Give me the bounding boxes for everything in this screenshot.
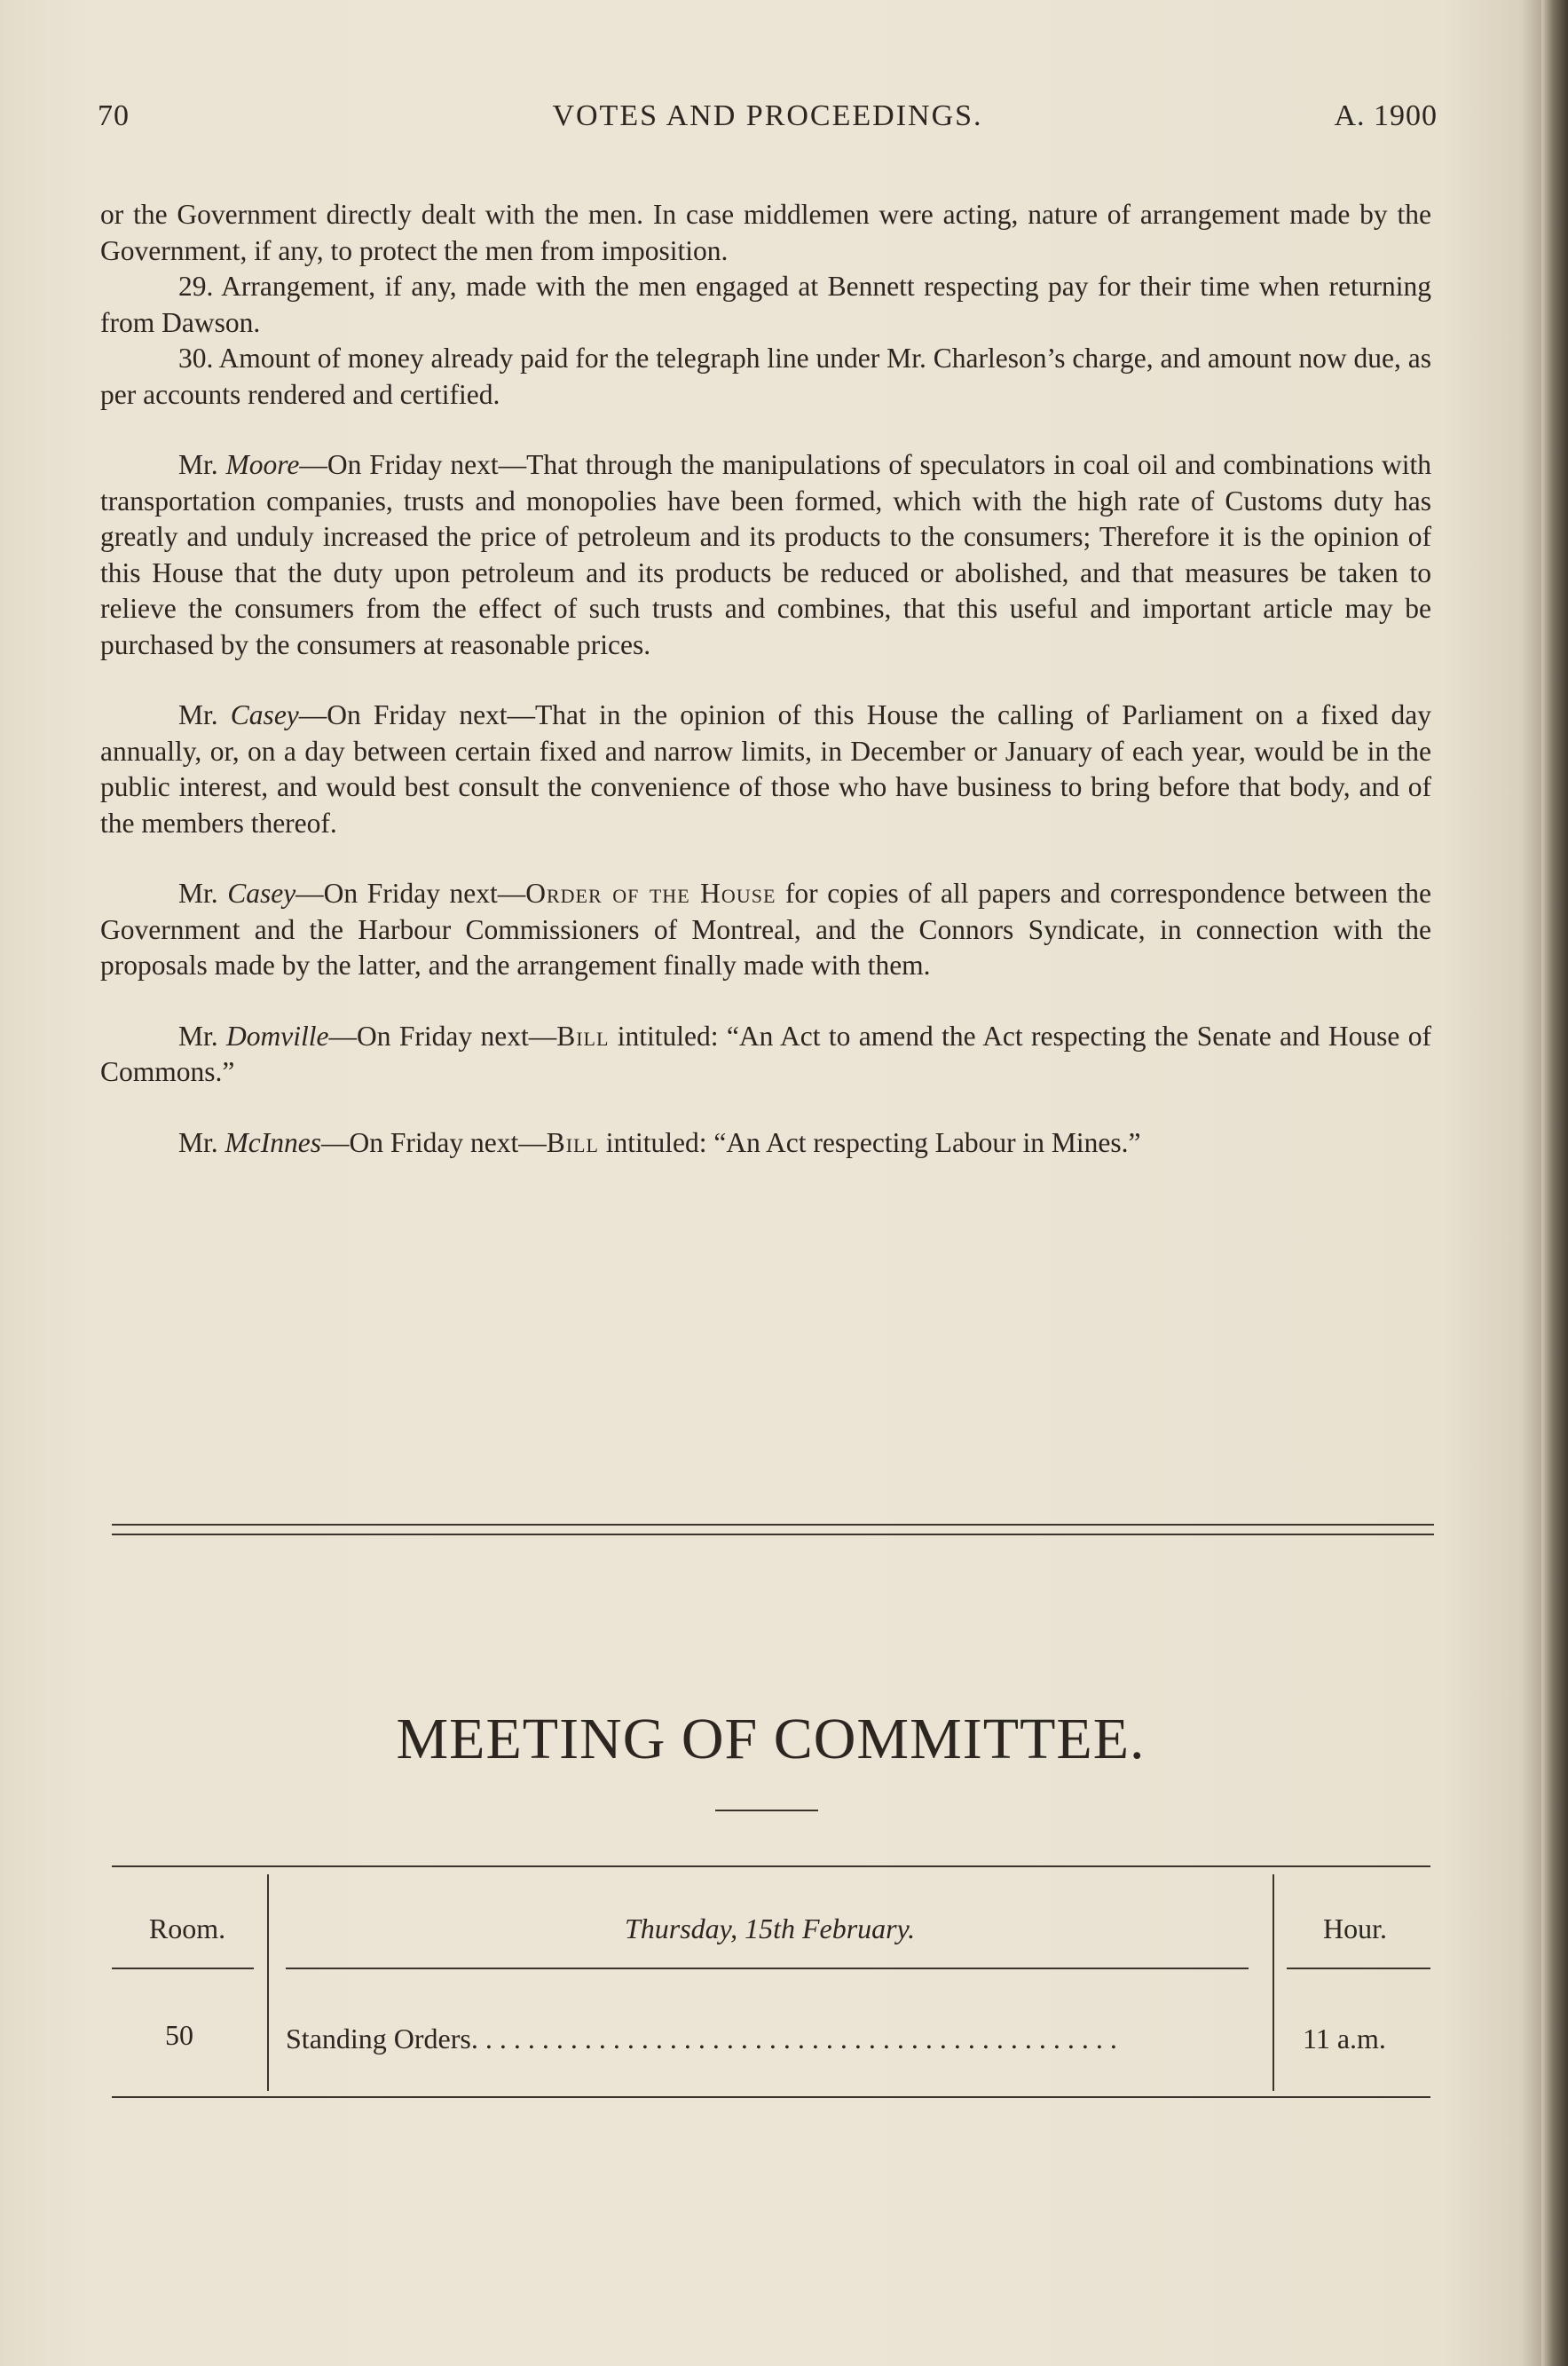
motion-casey-parliament: [100, 698, 1431, 841]
page-number: 70: [98, 99, 130, 132]
row-hour: 11 a.m.: [1303, 2023, 1386, 2054]
committee-name: Standing Orders: [286, 2023, 471, 2054]
running-title: VOTES AND PROCEEDINGS.: [552, 99, 983, 132]
bill-label: Bill: [546, 1126, 599, 1158]
member-prefix: Mr.: [178, 699, 231, 730]
question-29: 29. Arrangement, if any, made with the men engaged at Bennett respecting pay for their time when returning from Dawson.: [100, 271, 1431, 338]
motion-text: —On Friday next—That through the manipulations of speculators in coal oil and combinations with transportation companies, trusts and monopolies have been formed, which with the high rate of Customs duty has greatly and unduly increased the price of petroleum and its products to the consumers; Therefore it is the opinion of this House that the duty upon petroleum and its products be reduced or abolished, and that measures be taken to relieve the consumers from the effect of such trusts and combines, that this useful and important article may be purchased by the consumers at reasonable prices.: [100, 449, 1431, 660]
motion-domville-bill: [100, 1019, 1431, 1091]
member-name: Casey: [227, 878, 296, 909]
continued-question-text: or the Government directly dealt with the men. In case middlemen were acting, nature of arrangement made by the Government, if any, to protect the men from imposition.: [100, 199, 1431, 266]
header-hour: Hour.: [1323, 1913, 1387, 1944]
session-year: A. 1900: [1334, 99, 1438, 132]
table-bottom-rule: [112, 2096, 1430, 2098]
member-name: Domville: [226, 1020, 329, 1052]
header-underline-room: [112, 1968, 254, 1969]
motion-lead: —On Friday next—: [295, 878, 526, 909]
header-underline-hour: [1287, 1968, 1430, 1969]
committee-section-title: MEETING OF COMMITTEE.: [396, 1707, 1146, 1771]
running-header: [98, 99, 1438, 144]
order-label: Order of the House: [525, 878, 776, 909]
header-underline-date: [286, 1968, 1249, 1969]
title-underline-rule: [715, 1810, 818, 1811]
motion-text: for copies of all papers and correspondence between the Government and the Harbour Commissioners of Montreal, and the Connors Syndicate, in connection with the proposals made by the latter, and the arrangement finally made with them.: [100, 878, 1431, 981]
table-top-rule: [112, 1865, 1430, 1867]
motion-mcinnes-bill: [100, 1125, 1431, 1162]
table-column-divider: [1273, 1874, 1274, 2091]
member-prefix: Mr.: [178, 449, 226, 480]
question-30: 30. Amount of money already paid for the telegraph line under Mr. Charleson’s charge, and amount now due, as per accounts rendered and certified.: [100, 343, 1431, 410]
member-prefix: Mr.: [178, 1020, 227, 1052]
section-divider-double-rule: [112, 1524, 1434, 1535]
motion-text: —On Friday next—That in the opinion of this House the calling of Parliament on a fixed day annually, or, on a day between certain fixed and narrow limits, in December or January of each year, would be in the public interest, and would best consult the convenience of those who have business to bring before that body, and of the members thereof.: [100, 699, 1431, 839]
header-date: Thursday, 15th February.: [624, 1913, 916, 1944]
member-name: Moore: [225, 449, 300, 480]
motion-casey-harbour: [100, 876, 1431, 984]
proceedings-body: [100, 197, 1431, 1161]
motion-moore: [100, 447, 1431, 663]
member-name: Casey: [230, 699, 299, 730]
motion-text: intituled: “An Act to amend the Act respecting the Senate and House of Commons.”: [100, 1020, 1431, 1087]
row-room-number: 50: [165, 2019, 193, 2051]
row-committee: [286, 2021, 1262, 2056]
bill-label: Bill: [556, 1020, 610, 1052]
table-column-divider: [267, 1874, 269, 2091]
member-prefix: Mr.: [178, 1126, 225, 1158]
member-prefix: Mr.: [178, 878, 228, 909]
member-name: McInnes: [225, 1126, 321, 1158]
motion-lead: —On Friday next—: [328, 1020, 557, 1052]
dot-leader: . . . . . . . . . . . . . . . . . . . . . . . . . . . . . . . . . . . . . . . . . . . . . .: [470, 2023, 1117, 2054]
header-room: Room.: [148, 1913, 226, 1944]
book-binding-edge: [1541, 0, 1568, 2366]
motion-text: intituled: “An Act respecting Labour in Mines.”: [598, 1126, 1141, 1158]
motion-lead: —On Friday next—: [320, 1126, 547, 1158]
